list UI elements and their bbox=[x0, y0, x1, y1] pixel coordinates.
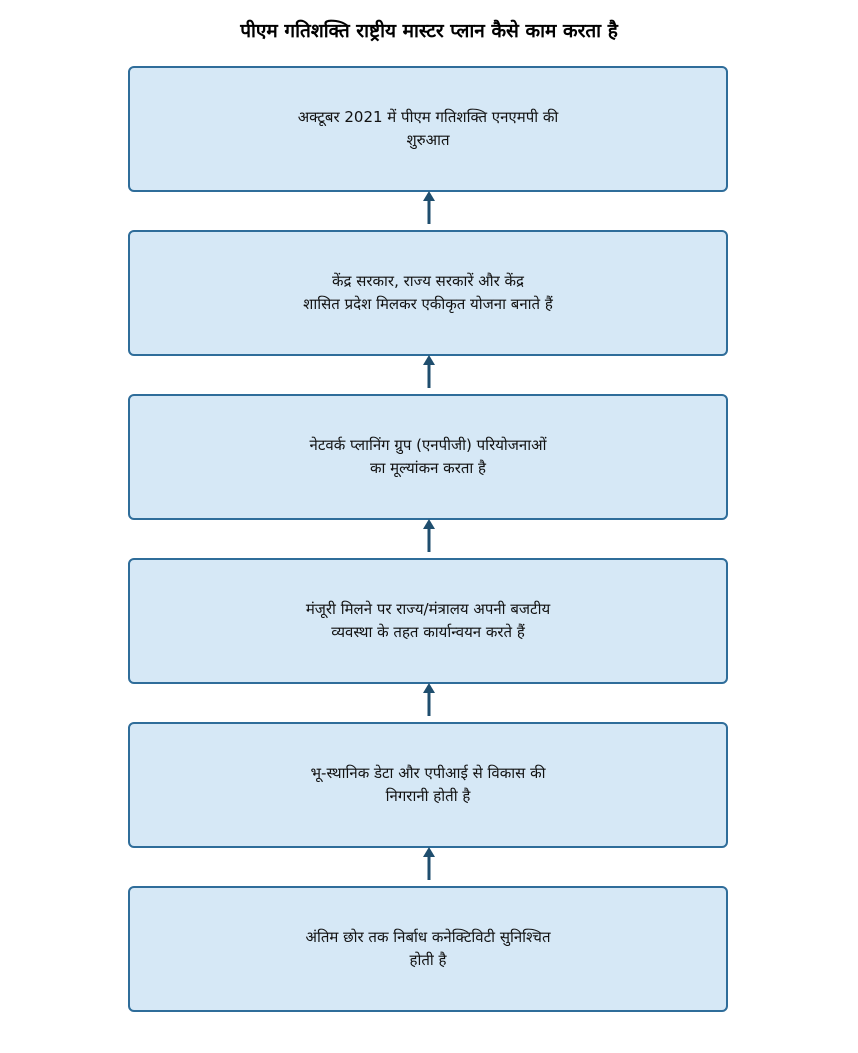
flow-step-5 bbox=[128, 722, 728, 848]
flow-step-1-text bbox=[263, 106, 593, 152]
flow-step-3-line2: का मूल्यांकन करता है bbox=[369, 459, 487, 477]
flow-step-1 bbox=[128, 66, 728, 192]
flow-step-3 bbox=[128, 394, 728, 520]
flow-step-3-text bbox=[263, 434, 593, 480]
flow-step-3-line1: नेटवर्क प्लानिंग ग्रुप (एनपीजी) परियोजनाओं bbox=[309, 436, 547, 454]
arrow-5-to-4 bbox=[423, 683, 435, 716]
arrow-6-to-5 bbox=[423, 847, 435, 880]
flow-step-2-line2: शासित प्रदेश मिलकर एकीकृत योजना बनाते हैं bbox=[303, 295, 553, 313]
flow-step-5-line1: भू-स्थानिक डेटा और एपीआई से विकास की bbox=[310, 764, 546, 782]
arrow-2-to-1 bbox=[423, 191, 435, 224]
flow-step-6-line2: होती है bbox=[409, 951, 447, 969]
flow-step-2-text bbox=[263, 270, 593, 316]
arrow-4-to-3 bbox=[423, 519, 435, 552]
flow-step-6 bbox=[128, 886, 728, 1012]
flow-step-6-line1: अंतिम छोर तक निर्बाध कनेक्टिविटी सुनिश्चित bbox=[305, 928, 551, 946]
flow-step-2-line1: केंद्र सरकार, राज्य सरकारें और केंद्र bbox=[332, 272, 524, 290]
flow-step-5-line2: निगरानी होती है bbox=[385, 787, 471, 805]
flow-step-4-text bbox=[263, 598, 593, 644]
flow-step-4-line1: मंजूरी मिलने पर राज्य/मंत्रालय अपनी बजटीय bbox=[305, 600, 551, 618]
diagram-title: पीएम गतिशक्ति राष्ट्रीय मास्टर प्लान कैसे काम करता है bbox=[240, 20, 618, 42]
flow-step-5-text bbox=[263, 762, 593, 808]
flow-step-6-text bbox=[263, 926, 593, 972]
flow-step-2 bbox=[128, 230, 728, 356]
arrow-3-to-2 bbox=[423, 355, 435, 388]
flow-step-4-line2: व्यवस्था के तहत कार्यान्वयन करते हैं bbox=[331, 623, 525, 641]
flow-step-4 bbox=[128, 558, 728, 684]
flow-step-1-line2: शुरुआत bbox=[406, 131, 450, 149]
flow-step-1-line1: अक्टूबर 2021 में पीएम गतिशक्ति एनएमपी की bbox=[297, 108, 559, 126]
